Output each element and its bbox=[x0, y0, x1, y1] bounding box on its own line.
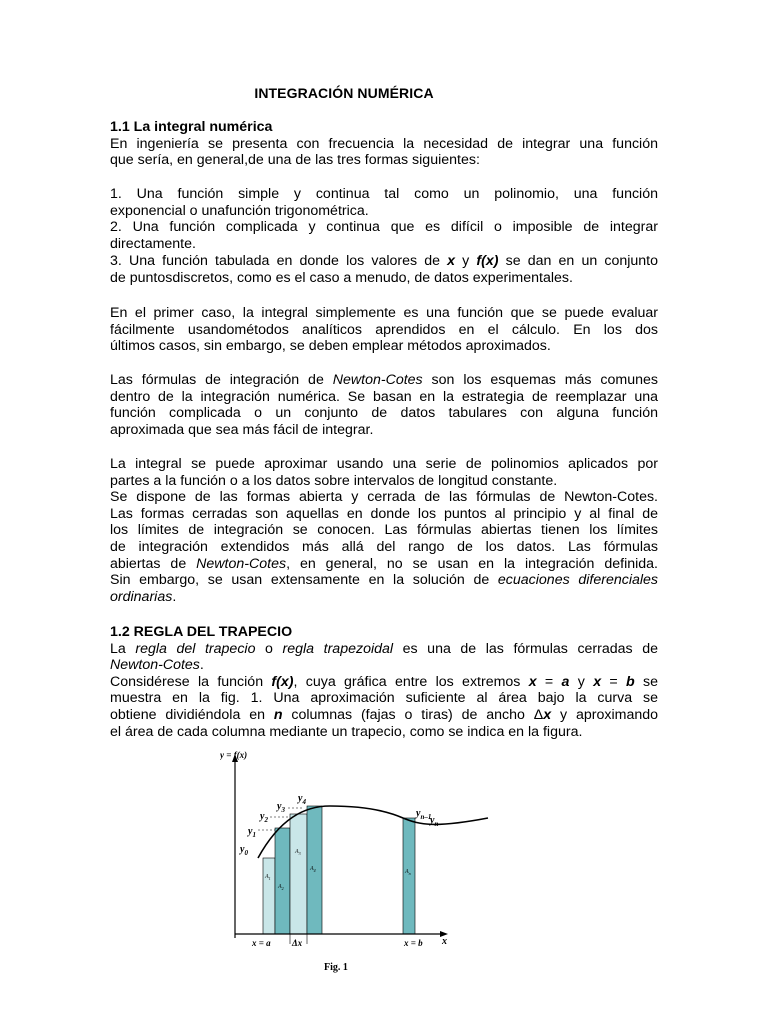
trapezoid-figure bbox=[220, 748, 500, 978]
text-line: Las fórmulas de integración de Newton-Cotes son los esquemas más comunes bbox=[110, 372, 658, 388]
text-line: que sería, en general,de una de las tres formas siguientes: bbox=[110, 152, 480, 169]
label-a4: $A_4$ bbox=[310, 866, 316, 873]
text-line: 2. Una función complicada y continua que es difícil o imposible de integrar bbox=[110, 219, 658, 235]
label-yn1: $y_{n-1}$ bbox=[416, 808, 432, 821]
label-a3: $A_3$ bbox=[295, 849, 301, 856]
column-a1 bbox=[263, 858, 275, 934]
label-y2: $y_2$ bbox=[260, 811, 268, 824]
section-heading: 1.1 La integral numérica bbox=[110, 119, 273, 135]
text-line: 1. Una función simple y continua tal como un polinomio, una función bbox=[110, 186, 658, 202]
label-a2: $A_2$ bbox=[278, 884, 284, 891]
y-axis-label: y = f(x) bbox=[220, 750, 248, 760]
label-y0: $y_0$ bbox=[240, 844, 248, 857]
text-line: La regla del trapecio o regla trapezoidal es una de las fórmulas cerradas de bbox=[110, 640, 659, 657]
text-line: directamente. bbox=[110, 235, 196, 252]
text-line: los límites de integración se conocen. Las fórmulas abiertas tienen los límites bbox=[110, 522, 658, 539]
text-line: 3. Una función tabulada en donde los valores de x y f(x) se dan en un conjunto bbox=[110, 253, 659, 269]
paragraph-3 bbox=[110, 372, 658, 438]
label-x-a: x = a bbox=[252, 938, 271, 948]
text-line: partes a la función o a los datos sobre intervalos de longitud constante. bbox=[110, 472, 558, 489]
label-y3: $y_3$ bbox=[277, 801, 285, 814]
text-line: Sin embargo, se usan extensamente en la solución de ecuaciones diferenciales bbox=[110, 572, 658, 589]
column-a2 bbox=[275, 828, 290, 934]
text-line: Las formas cerradas son aquellas en donde los puntos al principio y al final de bbox=[110, 505, 658, 522]
label-y4: $y_4$ bbox=[298, 793, 306, 806]
text-line: aproximada que sea más fácil de integrar. bbox=[110, 421, 374, 438]
paragraph-4 bbox=[110, 456, 658, 605]
text-line: La integral se puede aproximar usando una serie de polinomios aplicados por bbox=[110, 456, 658, 472]
text-line: muestra en la fig. 1. Una aproximación suficiente al área bajo la curva se bbox=[110, 690, 658, 707]
text-line: Considérese la función f(x), cuya gráfica entre los extremos x = a y x = b se bbox=[110, 673, 658, 690]
x-axis-label: x bbox=[442, 936, 447, 947]
label-x-b: x = b bbox=[404, 938, 423, 948]
figure-caption: Fig. 1 bbox=[324, 962, 348, 973]
label-a1: $A_1$ bbox=[265, 874, 271, 881]
list-item-1 bbox=[110, 186, 658, 219]
text-line: exponencial o unafunción trigonométrica. bbox=[110, 202, 369, 219]
section-1-2 bbox=[110, 624, 658, 740]
text-line: ordinarias. bbox=[110, 588, 177, 605]
column-a3 bbox=[290, 814, 307, 934]
text-line: En el primer caso, la integral simplemente es una función que se puede evaluar bbox=[110, 305, 658, 321]
text-line: Newton-Cotes. bbox=[110, 657, 204, 674]
document-title: INTEGRACIÓN NUMÉRICA bbox=[254, 85, 434, 101]
list-item-2 bbox=[110, 219, 658, 252]
text-line: el área de cada columna mediante un trapecio, como se indica en la figura. bbox=[110, 723, 583, 740]
section-1-1 bbox=[110, 119, 658, 169]
text-line: abiertas de Newton-Cotes, en general, no se usan en la integración definida. bbox=[110, 555, 658, 572]
label-y1: $y_1$ bbox=[248, 826, 256, 839]
label-an: $A_n$ bbox=[405, 869, 411, 876]
section-heading: 1.2 REGLA DEL TRAPECIO bbox=[110, 624, 293, 640]
text-line: de integración extendidos más allá del rango de los datos. Las fórmulas bbox=[110, 538, 658, 555]
text-line: función complicada o un conjunto de datos tabulares con alguna función bbox=[110, 405, 658, 422]
paragraph-2 bbox=[110, 305, 658, 355]
text-line: dentro de la integración numérica. Se basan en la estrategia de reemplazar una bbox=[110, 388, 658, 405]
label-yn: $y_n$ bbox=[430, 815, 439, 828]
text-line: En ingeniería se presenta con frecuencia la necesidad de integrar una función bbox=[110, 135, 658, 152]
figure-svg bbox=[220, 748, 500, 978]
text-line: obtiene dividiéndola en n columnas (fajas o tiras) de ancho Δx y aproximando bbox=[110, 706, 659, 723]
list-item-3 bbox=[110, 253, 658, 286]
label-dx: Δx bbox=[292, 938, 303, 948]
column-an bbox=[403, 818, 415, 934]
text-line: Se dispone de las formas abierta y cerrada de las fórmulas de Newton-Cotes. bbox=[110, 489, 658, 506]
text-line: últimos casos, sin embargo, se deben emplear métodos aproximados. bbox=[110, 338, 551, 355]
text-line: fácilmente usandométodos analíticos aprendidos en el cálculo. En los dos bbox=[110, 321, 658, 338]
text-line: de puntosdiscretos, como es el caso a menudo, de datos experimentales. bbox=[110, 269, 573, 286]
